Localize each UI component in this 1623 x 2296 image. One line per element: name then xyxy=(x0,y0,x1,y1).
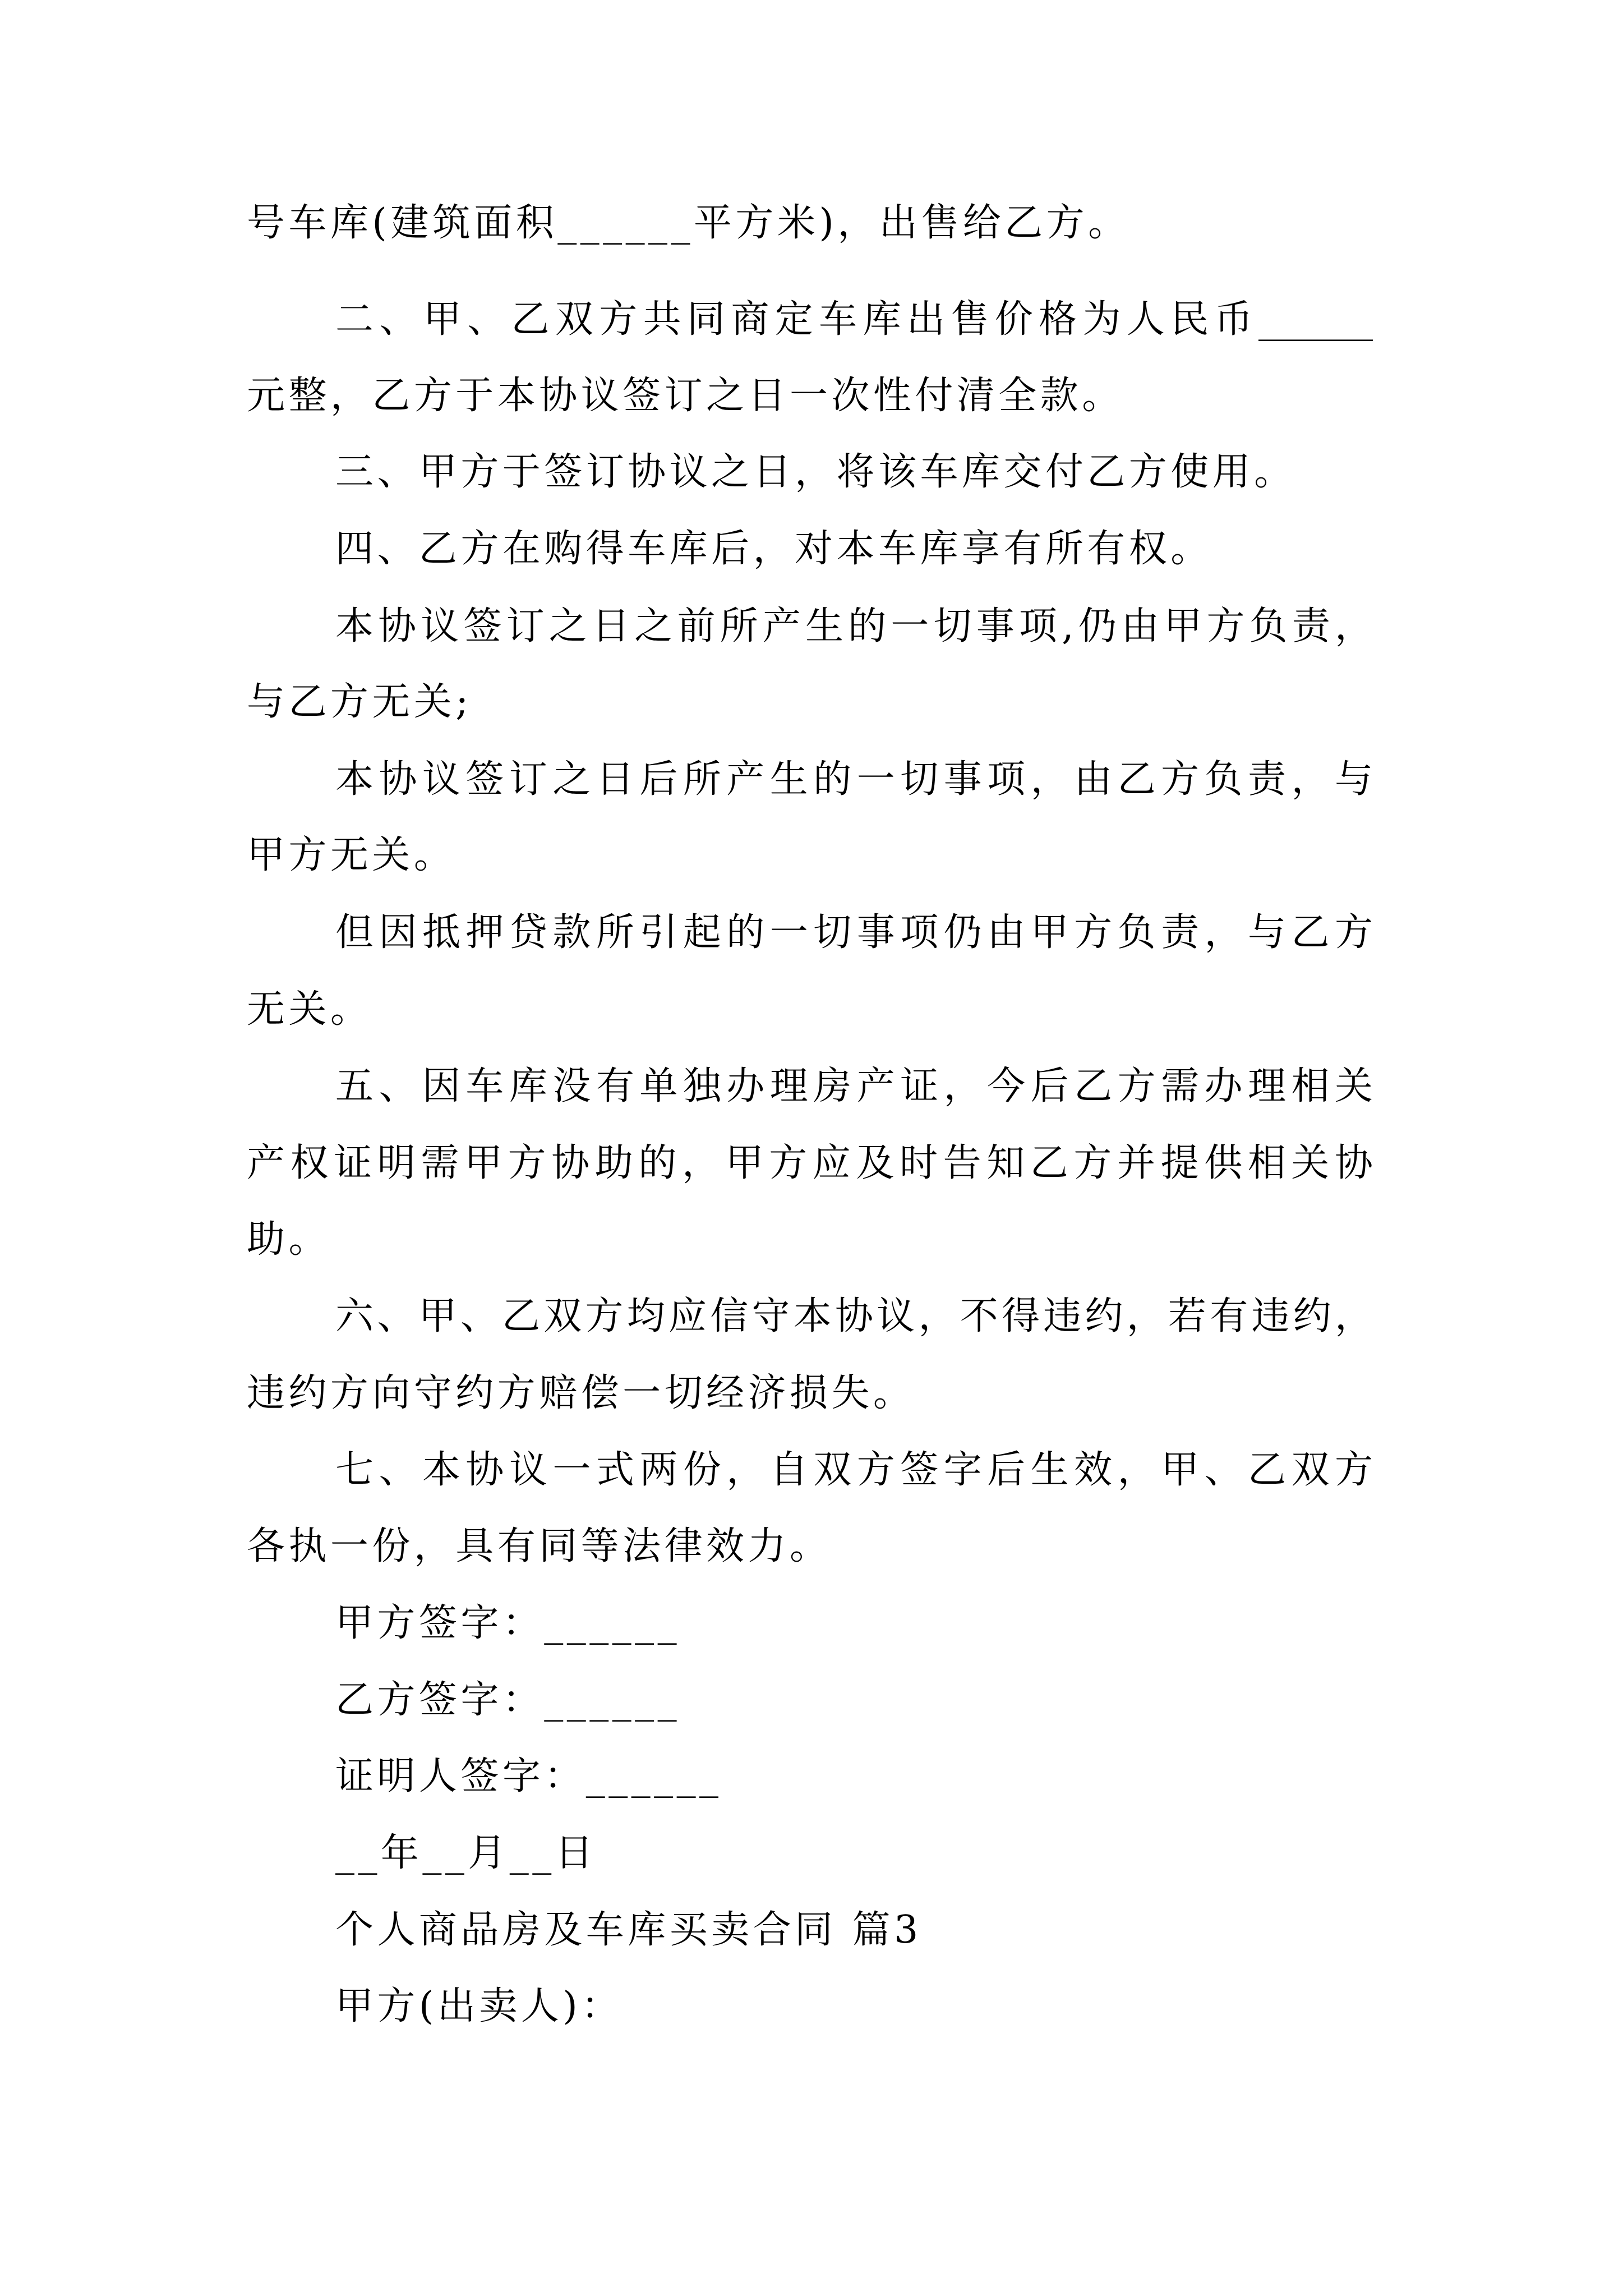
text-line: 甲方无关。 xyxy=(247,833,456,877)
text-line: 助。 xyxy=(247,1217,330,1262)
text-line: 产权证明需甲方协助的，甲方应及时告知乙方并提供相关协 xyxy=(247,1141,1373,1185)
date-line: __年__月__日 xyxy=(335,1831,597,1875)
text-line: 二、甲、乙双方共同商定车库出售价格为人民币______ xyxy=(335,297,1373,342)
text-line: 元整，乙方于本协议签订之日一次性付清全款。 xyxy=(247,374,1124,418)
text-line: 三、甲方于签订协议之日，将该车库交付乙方使用。 xyxy=(335,450,1296,494)
text-line: 四、乙方在购得车库后，对本车库享有所有权。 xyxy=(335,527,1212,571)
text-line: 无关。 xyxy=(247,987,372,1032)
text-line: 六、甲、乙双方均应信守本协议，不得违约，若有违约， xyxy=(335,1294,1373,1338)
text-line: 五、因车库没有单独办理房产证，今后乙方需办理相关 xyxy=(335,1064,1373,1108)
signature-line-party-a: 甲方签字：______ xyxy=(335,1601,681,1645)
text-line: 与乙方无关; xyxy=(247,680,472,724)
text-line: 号车库(建筑面积______平方米)，出售给乙方。 xyxy=(247,201,1130,245)
text-line: 各执一份，具有同等法律效力。 xyxy=(247,1524,832,1568)
text-line: 违约方向守约方赔偿一切经济损失。 xyxy=(247,1371,915,1415)
signature-line-witness: 证明人签字：______ xyxy=(335,1754,722,1798)
text-line: 本协议签订之日后所产生的一切事项，由乙方负责，与 xyxy=(335,757,1373,802)
text-line: 甲方(出卖人)： xyxy=(335,1984,623,2028)
text-line: 本协议签订之日之前所产生的一切事项,仍由甲方负责， xyxy=(335,604,1373,648)
text-line: 但因抵押贷款所引起的一切事项仍由甲方负责，与乙方 xyxy=(335,910,1373,955)
signature-line-party-b: 乙方签字：______ xyxy=(335,1678,681,1722)
section-heading: 个人商品房及车库买卖合同 篇3 xyxy=(335,1908,922,1952)
text-line: 七、本协议一式两份，自双方签字后生效，甲、乙双方 xyxy=(335,1448,1373,1492)
